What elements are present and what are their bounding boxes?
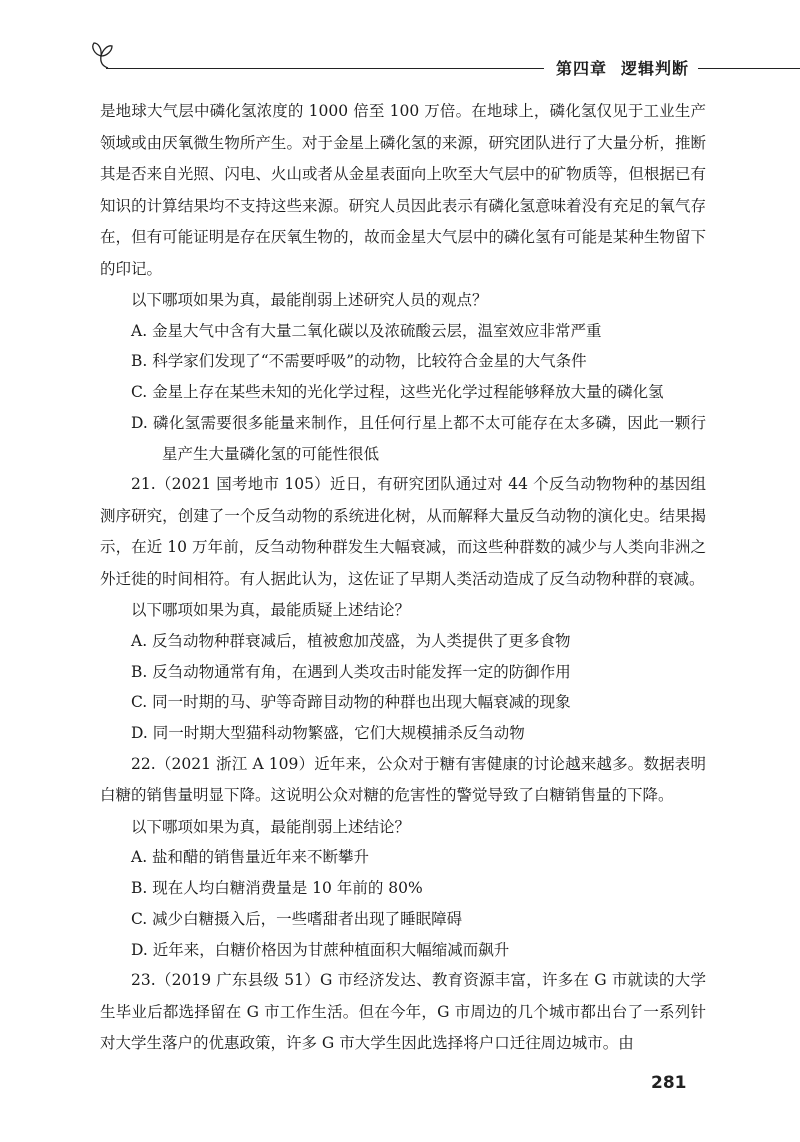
header-rule-right	[698, 68, 800, 69]
answer-option: C. 减少白糖摄入后，一些嗜甜者出现了睡眠障碍	[131, 909, 463, 928]
answer-option: A. 盐和醋的销售量近年来不断攀升	[131, 848, 370, 867]
answer-option: B. 现在人均白糖消费量是 10 年前的 80%	[131, 879, 423, 898]
answer-option: C. 金星上存在某些未知的光化学过程，这些光化学过程能够释放大量的磷化氢	[131, 383, 664, 402]
question-prompt: 以下哪项如果为真，最能质疑上述结论？	[131, 601, 411, 620]
question-prompt: 以下哪项如果为真，最能削弱上述结论？	[131, 817, 411, 836]
answer-option: A. 反刍动物种群衰减后，植被愈加茂盛，为人类提供了更多食物	[131, 631, 571, 650]
chapter-title	[556, 56, 689, 79]
answer-option: A. 金星大气中含有大量二氧化碳以及浓硫酸云层，温室效应非常严重	[131, 321, 602, 340]
answer-option: C. 同一时期的马、驴等奇蹄目动物的种群也出现大幅衰减的现象	[131, 693, 571, 712]
running-header	[88, 36, 800, 76]
answer-option: D. 同一时期大型猫科动物繁盛，它们大规模捕杀反刍动物	[131, 724, 525, 743]
chapter-label: 第四章	[556, 59, 608, 78]
question-stem: 22.（2021 浙江 A 109）近年来，公众对于糖有害健康的讨论越来越多。数据表明白糖的销售量明显下降。这说明公众对糖的危害性的警觉导致了白糖销售量的下降。	[100, 754, 706, 805]
answer-option: D. 磷化氢需要很多能量来制作，且任何行星上都不太可能存在太多磷，因此一颗行星产生大量磷化氢的可能性很低	[131, 413, 706, 463]
question-stem: 21.（2021 国考地市 105）近日，有研究团队通过对 44 个反刍动物物种的基因组测序研究，创建了一个反刍动物的系统进化树，从而解释大量反刍动物的演化史。结果揭示，在近 10 万年前，反刍动物种群发生大幅衰减，而这些种群数的减少与人类向非洲之外迁徙的时间相符。有人据此认为，这佐证了早期人类活动造成了反刍动物种群的衰减。	[100, 475, 706, 588]
answer-option: B. 反刍动物通常有角，在遇到人类攻击时能发挥一定的防御作用	[131, 662, 571, 681]
question-stem: 23.（2019 广东县级 51）G 市经济发达、教育资源丰富，许多在 G 市就读的大学生毕业后都选择留在 G 市工作生活。但在今年，G 市周边的几个城市都出台了一系列针对大学生落户的优惠政策，许多 G 市大学生因此选择将户口迁往周边城市。由	[100, 971, 706, 1053]
header-rule-left	[106, 68, 544, 69]
answer-option: B. 科学家们发现了“不需要呼吸”的动物，比较符合金星的大气条件	[131, 352, 587, 371]
page-number: 281	[651, 1073, 687, 1093]
answer-option: D. 近年来，白糖价格因为甘蔗种植面积大幅缩减而飙升	[131, 940, 510, 959]
intro-paragraph: 是地球大气层中磷化氢浓度的 1000 倍至 100 万倍。在地球上，磷化氢仅见于工业生产领域或由厌氧微生物所产生。对于金星上磷化氢的来源，研究团队进行了大量分析，推断其是否来自光照、闪电、火山或者从金星表面向上吹至大气层中的矿物质等，但根据已有知识的计算结果均不支持这些来源。研究人员因此表示有磷化氢意味着没有充足的氧气存在，但有可能证明是存在厌氧生物的，故而金星大气层中的磷化氢有可能是某种生物留下的印记。	[100, 102, 706, 278]
section-label: 逻辑判断	[621, 59, 690, 78]
page-body	[100, 96, 706, 1060]
question-prompt: 以下哪项如果为真，最能削弱上述研究人员的观点？	[131, 291, 488, 309]
sprout-icon	[88, 36, 114, 76]
